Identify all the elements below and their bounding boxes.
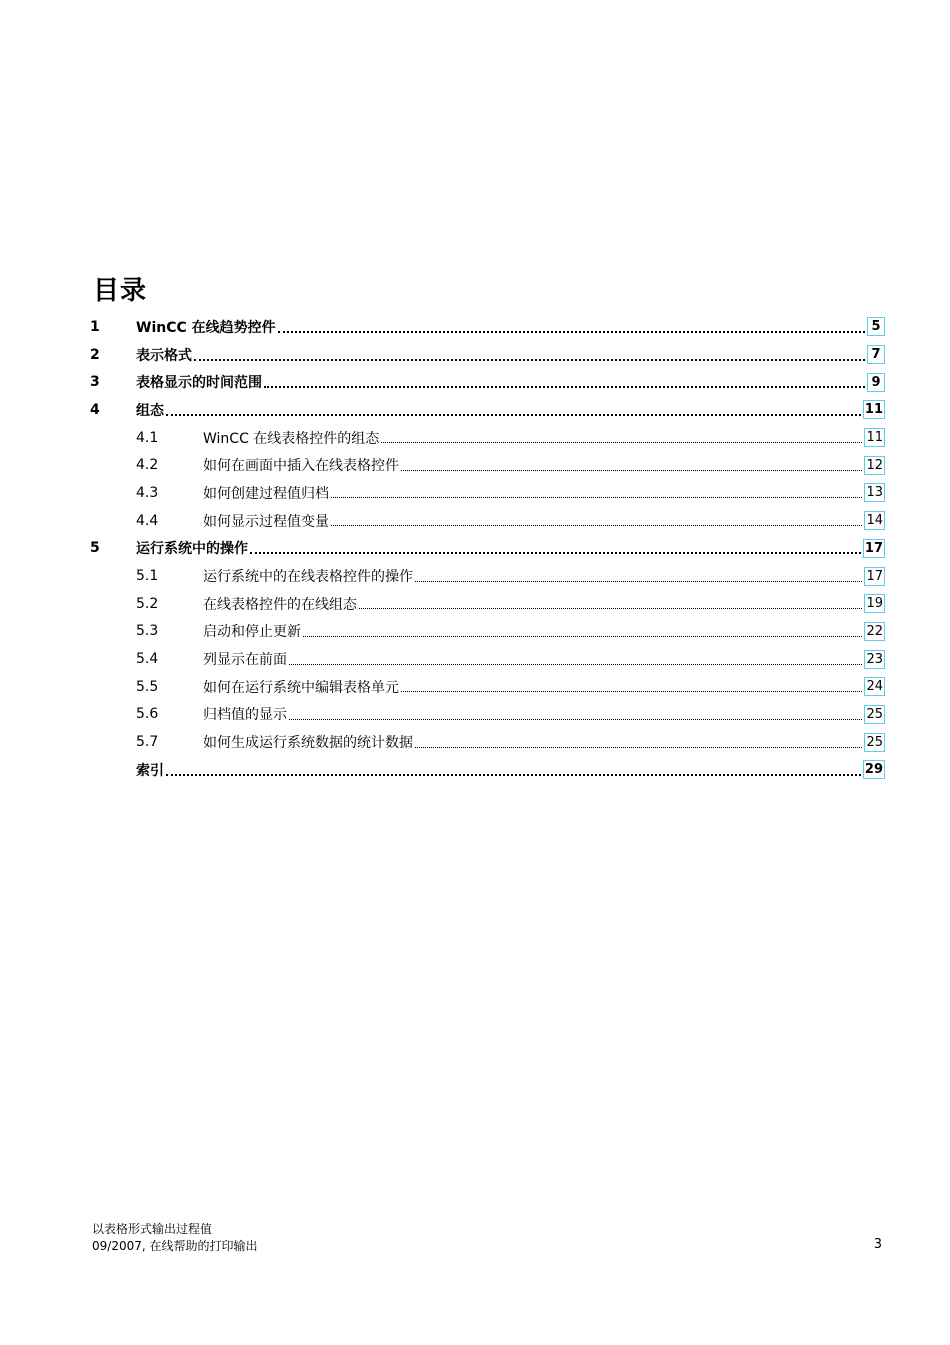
toc-number: 4.3	[136, 484, 159, 501]
toc-number: 5.2	[136, 595, 159, 612]
toc-page-link[interactable]: 17	[864, 540, 883, 556]
toc-leader	[331, 525, 862, 526]
toc-label: 运行系统中的操作	[136, 541, 248, 558]
toc-label: WinCC 在线趋势控件	[136, 319, 276, 336]
toc-leader	[250, 552, 861, 554]
toc-number: 5.4	[136, 651, 159, 668]
toc-entry-4[interactable]	[90, 396, 885, 424]
toc-label: WinCC 在线表格控件的组态	[203, 430, 380, 447]
toc-number: 5.1	[136, 568, 159, 585]
toc-entry-5-6[interactable]	[90, 701, 885, 729]
toc-number: 4.2	[136, 457, 159, 474]
toc-number: 2	[90, 346, 100, 363]
toc-number: 1	[90, 318, 100, 335]
toc-label: 表示格式	[136, 347, 192, 364]
toc-number: 3	[90, 374, 100, 391]
toc-entry-4-3[interactable]	[90, 479, 885, 507]
toc-page-link[interactable]: 24	[866, 679, 883, 695]
toc-label: 表格显示的时间范围	[136, 375, 262, 392]
toc-label: 如何生成运行系统数据的统计数据	[203, 735, 413, 752]
toc-number: 5.5	[136, 678, 159, 695]
toc-page-link[interactable]: 11	[866, 430, 883, 446]
toc-entry-4-4[interactable]	[90, 507, 885, 535]
toc-entry-5-1[interactable]	[90, 562, 885, 590]
footer-page-number: 3	[873, 1237, 882, 1252]
toc-label: 如何在画面中插入在线表格控件	[203, 458, 399, 475]
toc-leader	[264, 386, 865, 388]
toc-leader	[401, 691, 862, 692]
toc-label: 如何在运行系统中编辑表格单元	[203, 679, 399, 696]
toc-page-link[interactable]: 9	[867, 373, 885, 392]
toc-leader	[278, 331, 865, 333]
footer-info	[92, 1221, 257, 1255]
toc-page-link[interactable]: 14	[866, 513, 883, 529]
toc-leader	[401, 470, 862, 471]
toc-entry-3[interactable]	[90, 368, 885, 396]
toc-label: 组态	[136, 402, 164, 419]
toc-number: 5.3	[136, 623, 159, 640]
toc-entry-5-5[interactable]	[90, 673, 885, 701]
toc-label: 如何创建过程值归档	[203, 485, 329, 502]
toc-entry-4-2[interactable]	[90, 451, 885, 479]
toc-label: 索引	[136, 762, 164, 779]
footer-edition: 09/2007, 在线帮助的打印输出	[92, 1239, 258, 1253]
toc-number: 5.7	[136, 734, 159, 751]
toc-leader	[381, 442, 862, 443]
toc-entry-5-3[interactable]	[90, 618, 885, 646]
toc-number: 5.6	[136, 706, 159, 723]
toc-entry-5[interactable]	[90, 535, 885, 563]
toc-number: 4.4	[136, 512, 159, 529]
toc-page-link[interactable]: 22	[866, 623, 883, 639]
toc-label: 启动和停止更新	[203, 624, 301, 641]
toc-page-link[interactable]: 23	[866, 651, 883, 667]
toc-label: 在线表格控件的在线组态	[203, 596, 357, 613]
toc-label: 如何显示过程值变量	[203, 513, 329, 530]
table-of-contents	[90, 313, 885, 784]
page-title: 目录	[93, 276, 148, 306]
toc-page-link[interactable]: 17	[866, 568, 883, 584]
toc-leader	[194, 359, 865, 361]
toc-page-link[interactable]: 19	[866, 596, 883, 612]
toc-number: 5	[90, 540, 100, 557]
toc-entry-index[interactable]	[90, 756, 885, 784]
toc-number: 4.1	[136, 429, 159, 446]
toc-leader	[415, 581, 862, 582]
toc-leader	[289, 664, 862, 665]
toc-page-link[interactable]: 5	[867, 317, 885, 336]
toc-label: 列显示在前面	[203, 652, 287, 669]
toc-label: 归档值的显示	[203, 707, 287, 724]
toc-entry-4-1[interactable]	[90, 424, 885, 452]
toc-page-link[interactable]: 13	[866, 485, 883, 501]
toc-entry-5-7[interactable]	[90, 728, 885, 756]
toc-leader	[359, 608, 862, 609]
toc-entry-5-4[interactable]	[90, 645, 885, 673]
toc-leader	[289, 719, 862, 720]
toc-page-link[interactable]: 25	[866, 734, 883, 750]
toc-page-link[interactable]: 11	[864, 402, 883, 418]
toc-page-link[interactable]: 12	[866, 457, 883, 473]
toc-leader	[166, 774, 861, 776]
toc-number: 4	[90, 401, 100, 418]
toc-leader	[415, 747, 862, 748]
toc-leader	[331, 497, 862, 498]
toc-entry-5-2[interactable]	[90, 590, 885, 618]
toc-entry-1[interactable]	[90, 313, 885, 341]
footer-doc-title: 以表格形式输出过程值	[92, 1222, 213, 1236]
toc-entry-2[interactable]	[90, 341, 885, 369]
toc-page-link[interactable]: 7	[867, 345, 885, 364]
toc-page-link[interactable]: 25	[866, 706, 883, 722]
toc-label: 运行系统中的在线表格控件的操作	[203, 569, 413, 586]
toc-leader	[166, 414, 861, 416]
toc-page-link[interactable]: 29	[864, 762, 883, 778]
toc-leader	[303, 636, 862, 637]
